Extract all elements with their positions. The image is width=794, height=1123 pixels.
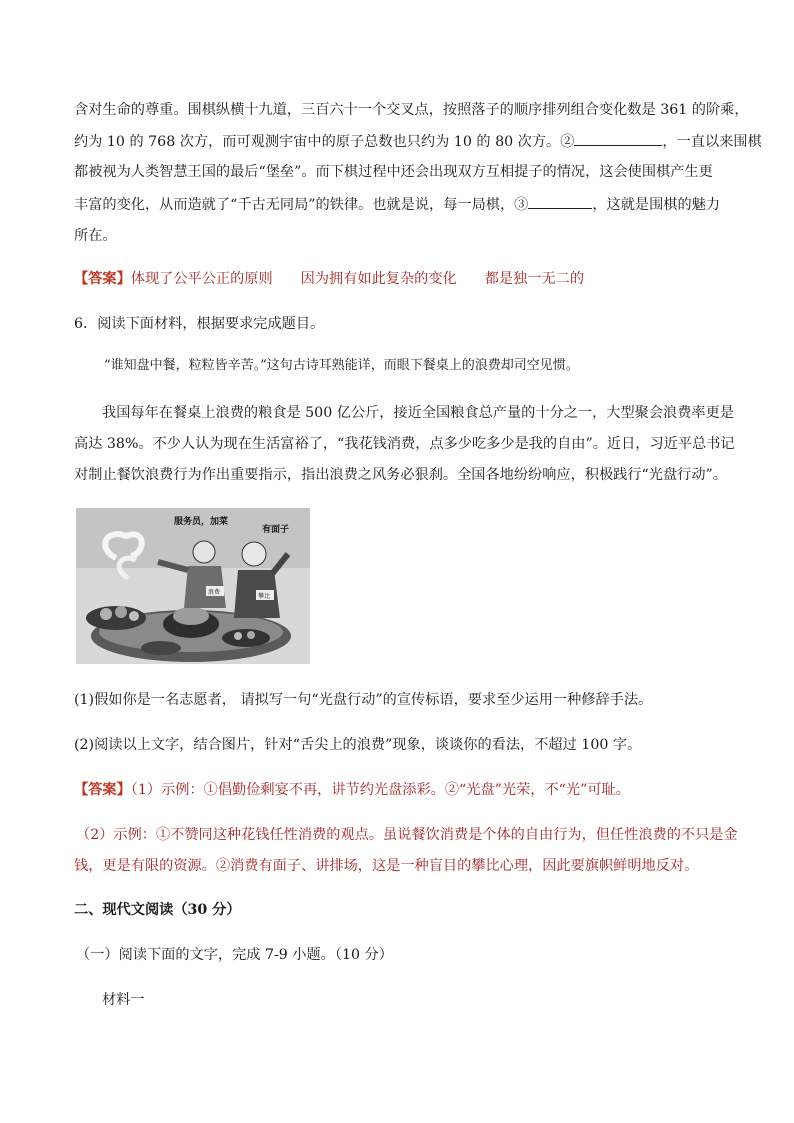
food-waste-cartoon xyxy=(76,508,310,664)
answer-text: 钱，更是有限的资源。②消费有面子、讲排场，这是一种盲目的攀比心理，因此要旗帜鲜明地反对。 xyxy=(74,858,699,874)
passage-text: ，一直以来围棋 xyxy=(662,134,762,150)
answer-item: 因为拥有如此复杂的变化 xyxy=(300,271,457,287)
answer-6-part-1 xyxy=(74,780,630,800)
passage-line-1 xyxy=(74,100,749,120)
cartoon-label-1: 浪费 xyxy=(208,589,221,596)
section-title: 二、现代文阅读（30 分） xyxy=(74,902,241,918)
passage-line-2 xyxy=(74,131,762,152)
cartoon-label-2: 攀比 xyxy=(258,593,271,600)
material-title: 材料一 xyxy=(102,992,145,1008)
material-paragraph-2-line-1 xyxy=(102,403,734,423)
material-paragraph-2-line-2 xyxy=(74,434,735,454)
answer-text: （2）示例： xyxy=(76,827,156,843)
passage-text: ，这就是围棋的魅力 xyxy=(592,197,721,213)
passage-text: 含对生命的尊重。围棋纵横十九道，三百六十一个交叉点，按照落子的顺序排列组合变化数是 361 的阶乘， xyxy=(74,102,749,118)
passage-text: 所在。 xyxy=(74,228,117,244)
answer-tag: 【答案】 xyxy=(74,782,131,798)
answer-item: 体现了公平公正的原则 xyxy=(130,271,273,287)
material-text: “谁知盘中餐，粒粒皆辛苦。”这句古诗耳熟能详，而眼下餐桌上的浪费却司空见惯。 xyxy=(104,358,579,373)
section-heading xyxy=(74,900,241,920)
passage-line-5 xyxy=(74,226,117,246)
fill-blank-2 xyxy=(574,131,662,146)
question-6-title xyxy=(74,314,324,334)
passage-text: 丰富的变化，从而造就了“千古无同局”的铁律。也就是说，每一局棋，③ xyxy=(74,197,529,213)
material-text: 对制止餐饮浪费行为作出重要指示，指出浪费之风务必狠刹。全国各地纷纷响应，积极践行“光盘行动”。 xyxy=(74,467,727,483)
answer-text: ①不赞同这种花钱任性消费的观点。虽说餐饮消费是个体的自由行为，但任性浪费的不只是金 xyxy=(155,827,738,843)
speech-bubble-2: 有面子 xyxy=(262,525,290,535)
passage-text: 都被视为人类智慧王国的最后“堡垒”。而下棋过程中还会出现双方互相提子的情况，这会使围棋产生更 xyxy=(74,164,713,180)
answer-tag: 【答案】 xyxy=(74,271,131,287)
material-paragraph-2-line-3 xyxy=(74,465,727,485)
passage-text: 约为 10 的 768 次方，而可观测宇宙中的原子总数也只约为 10 的 80 次方。② xyxy=(74,134,575,150)
question-text: 6．阅读下面材料，根据要求完成题目。 xyxy=(74,316,325,332)
material-text: 高达 38%。不少人认为现在生活富裕了，“我花钱消费，点多少吃多少是我的自由”。近日，习近平总书记 xyxy=(74,436,735,452)
answer-5 xyxy=(74,269,584,289)
sub-question-1 xyxy=(74,690,652,710)
material-label xyxy=(102,990,145,1010)
section-sub-title: （一）阅读下面的文字，完成 7-9 小题。（10 分） xyxy=(76,947,393,963)
answer-text: （1）示例：①倡勤俭剩宴不再，讲节约光盘添彩。②“光盘”光荣，不“光”可耻。 xyxy=(130,782,630,798)
fill-blank-3 xyxy=(528,194,592,209)
section-subheading xyxy=(76,945,393,965)
passage-line-4 xyxy=(74,194,720,215)
passage-line-3 xyxy=(74,162,713,182)
speech-bubble-1: 服务员，加菜 xyxy=(174,517,229,527)
answer-6-part-2-line-2 xyxy=(74,856,698,876)
sub-question-2 xyxy=(74,735,641,755)
material-paragraph-1 xyxy=(104,356,579,376)
answer-item: 都是独一无二的 xyxy=(484,271,585,287)
question-text: (1)假如你是一名志愿者， 请拟写一句“光盘行动”的宣传标语，要求至少运用一种修辞手法。 xyxy=(74,692,653,708)
question-text: (2)阅读以上文字，结合图片，针对“舌尖上的浪费”现象，谈谈你的看法，不超过 100 字。 xyxy=(74,737,642,753)
answer-6-part-2-line-1 xyxy=(76,825,738,845)
material-text: 我国每年在餐桌上浪费的粮食是 500 亿公斤，接近全国粮食总产量的十分之一，大型聚会浪费率更是 xyxy=(102,405,734,421)
